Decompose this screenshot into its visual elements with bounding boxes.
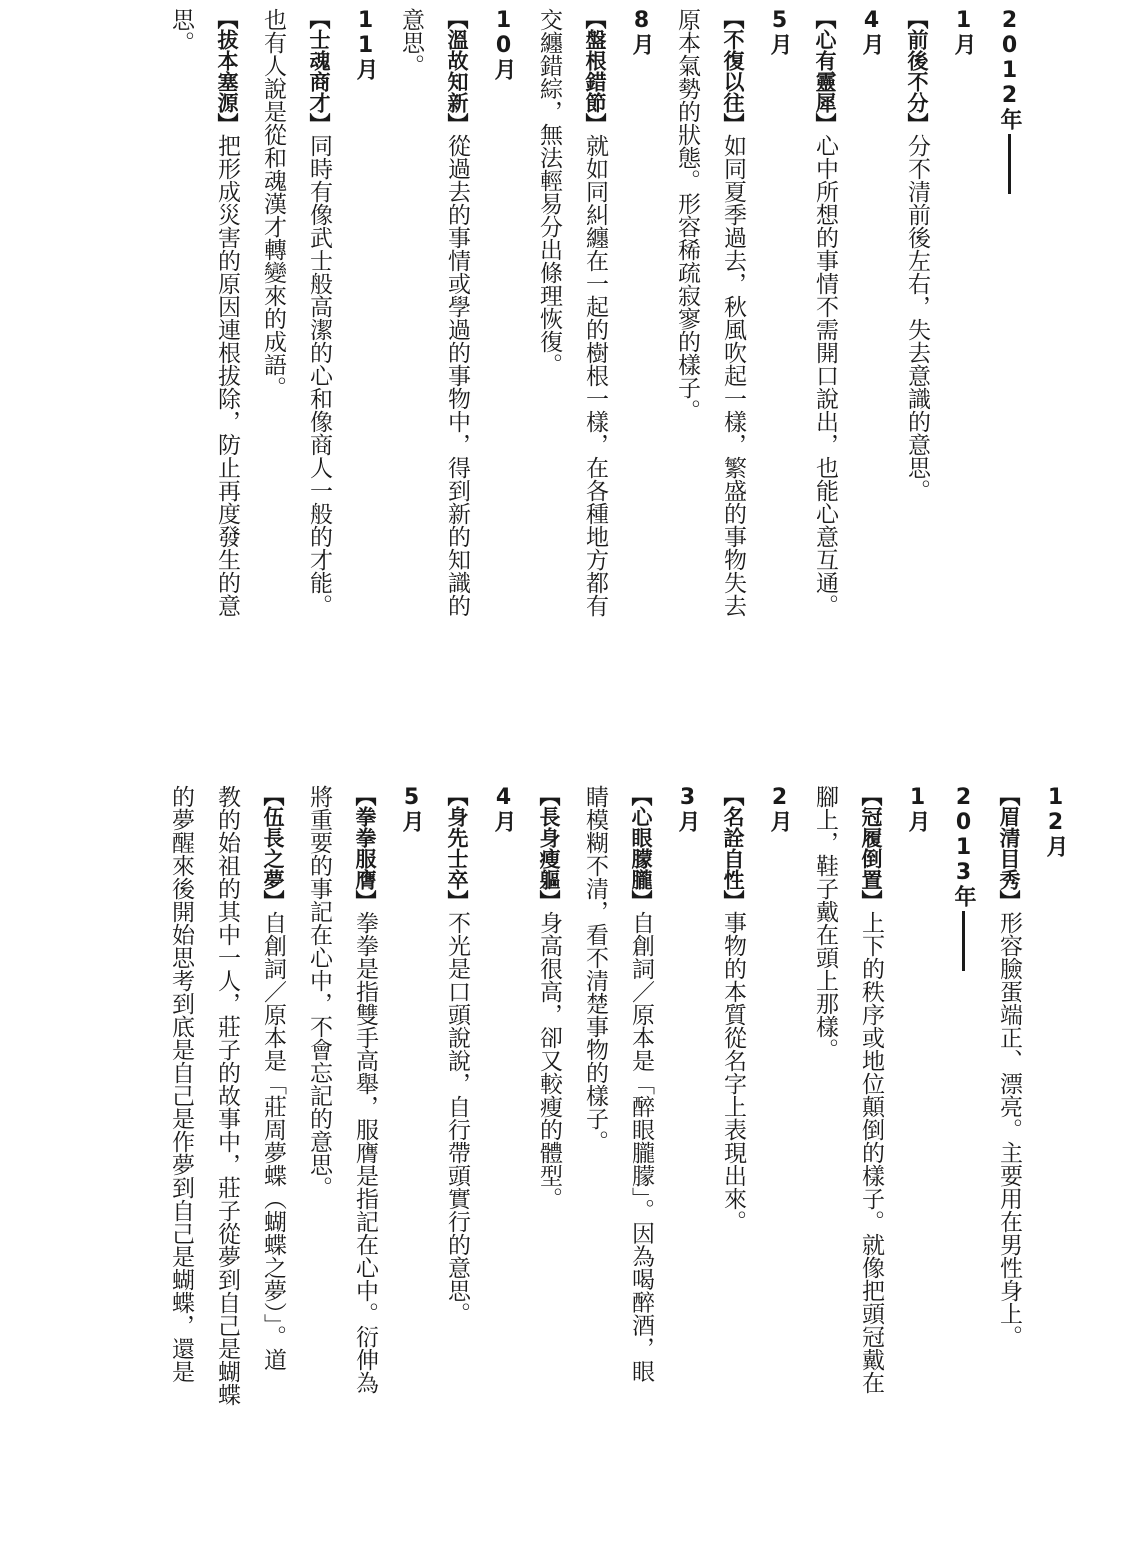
idiom-definition: 拳拳是指雙手高舉，服膺是指記在心中。衍伸為	[352, 911, 378, 1394]
month-label: 11月	[353, 8, 378, 80]
year-heading-2012: 2012年	[986, 8, 1032, 748]
month-label: 5月	[767, 8, 792, 55]
definition-continuation: 教的始祖的其中一人，莊子的故事中，莊子從夢到自己是蝴蝶	[214, 785, 240, 1406]
definition-continuation: 的夢醒來後開始思考到底是自己是作夢到自己是蝴蝶，還是	[168, 785, 194, 1383]
definition-continuation: 思。	[168, 8, 194, 54]
definition-continuation: 睛模糊不清，看不清楚事物的樣子。	[582, 785, 608, 1153]
idiom-entry	[848, 785, 894, 1525]
idiom-term: 【眉清目秀】	[997, 785, 1021, 911]
idiom-definition: 身高很高，卻又較瘦的體型。	[536, 911, 562, 1210]
definition-continuation: 交纏錯綜，無法輕易分出條理恢復。	[536, 8, 562, 376]
idiom-term: 【身先士卒】	[445, 785, 469, 911]
idiom-term: 【心有靈犀】	[813, 8, 837, 134]
month-label: 1月	[951, 8, 976, 55]
idiom-definition: 上下的秩序或地位顛倒的樣子。就像把頭冠戴在	[858, 911, 884, 1394]
section-2013	[158, 785, 1078, 1525]
idiom-entry	[434, 8, 480, 748]
month-label: 4月	[491, 785, 516, 832]
idiom-term: 【長身瘦軀】	[537, 785, 561, 911]
idiom-term: 【不復以往】	[721, 8, 745, 134]
year-rule	[1008, 134, 1011, 194]
month-label: 3月	[675, 785, 700, 832]
idiom-definition: 把形成災害的原因連根拔除，防止再度發生的意	[214, 134, 240, 617]
idiom-entry	[710, 785, 756, 1525]
idiom-entry	[204, 8, 250, 748]
idiom-term: 【前後不分】	[905, 8, 929, 134]
month-label: 1月	[905, 785, 930, 832]
idiom-term: 【名詮自性】	[721, 785, 745, 911]
definition-continuation: 也有人說是從和魂漢才轉變來的成語。	[260, 8, 286, 399]
month-label: 4月	[859, 8, 884, 55]
idiom-definition: 心中所想的事情不需開口說出，也能心意互通。	[812, 134, 838, 617]
idiom-term: 【冠履倒置】	[859, 785, 883, 911]
idiom-term: 【拳拳服膺】	[353, 785, 377, 911]
definition-continuation: 腳上，鞋子戴在頭上那樣。	[812, 785, 838, 1061]
idiom-term: 【伍長之夢】	[261, 785, 285, 911]
year-heading-2013: 2013年	[940, 785, 986, 1525]
idiom-term: 【拔本塞源】	[215, 8, 239, 134]
idiom-entry	[526, 785, 572, 1525]
entry-list-2013	[158, 785, 940, 1525]
month-label: 2月	[767, 785, 792, 832]
idiom-term: 【盤根錯節】	[583, 8, 607, 134]
idiom-definition: 形容臉蛋端正、漂亮。主要用在男性身上。	[996, 911, 1022, 1348]
idiom-entry	[802, 8, 848, 748]
idiom-entry	[342, 785, 388, 1525]
idiom-definition: 同時有像武士般高潔的心和像商人一般的才能。	[306, 134, 332, 617]
idiom-definition: 就如同糾纏在一起的樹根一樣，在各種地方都有	[582, 134, 608, 617]
entry-list-2012	[158, 8, 986, 748]
month-label: 5月	[399, 785, 424, 832]
month-label: 12月	[1043, 785, 1068, 857]
idiom-entry	[986, 785, 1032, 1525]
idiom-entry	[710, 8, 756, 748]
idiom-entry	[250, 785, 296, 1525]
idiom-definition: 分不清前後左右，失去意識的意思。	[904, 134, 930, 502]
idiom-term: 【溫故知新】	[445, 8, 469, 134]
idiom-entry	[296, 8, 342, 748]
section-2012	[158, 8, 1032, 748]
idiom-definition: 如同夏季過去，秋風吹起一樣，繁盛的事物失去	[720, 134, 746, 617]
year-rule	[962, 911, 965, 971]
definition-continuation: 意思。	[398, 8, 424, 77]
entry-list-2012-december	[986, 785, 1078, 1525]
idiom-term: 【士魂商才】	[307, 8, 331, 134]
idiom-term: 【心眼朦朧】	[629, 785, 653, 911]
idiom-entry	[434, 785, 480, 1525]
idiom-definition: 自創詞／原本是「醉眼朧朦」。因為喝醉酒，眼	[628, 911, 654, 1383]
month-label: 10月	[491, 8, 516, 80]
idiom-entry	[618, 785, 664, 1525]
idiom-entry	[572, 8, 618, 748]
definition-continuation: 原本氣勢的狀態。形容稀疏寂寥的樣子。	[674, 8, 700, 422]
idiom-definition: 從過去的事情或學過的事物中，得到新的知識的	[444, 134, 470, 617]
idiom-entry	[894, 8, 940, 748]
idiom-definition: 事物的本質從名字上表現出來。	[720, 911, 746, 1233]
definition-continuation: 將重要的事記在心中，不會忘記的意思。	[306, 785, 332, 1199]
idiom-definition: 不光是口頭說說，自行帶頭實行的意思。	[444, 911, 470, 1325]
month-label: 8月	[629, 8, 654, 55]
idiom-definition: 自創詞／原本是「莊周夢蝶（蝴蝶之夢）」。道	[260, 911, 286, 1371]
